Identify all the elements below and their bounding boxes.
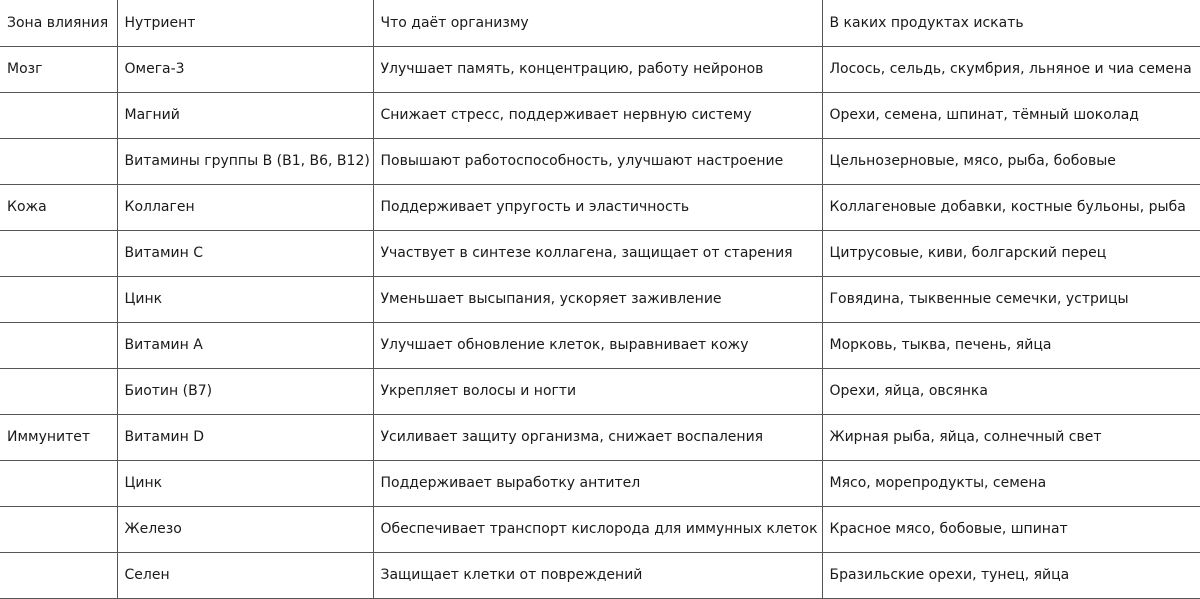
- table-row: [0, 92, 1200, 138]
- table-row: [0, 460, 1200, 506]
- nutrient-cell: Коллаген: [117, 184, 373, 230]
- nutrient-cell: Цинк: [117, 276, 373, 322]
- header-nutrient: Нутриент: [117, 0, 373, 46]
- benefit-cell: Повышают работоспособность, улучшают настроение: [373, 138, 822, 184]
- table-row: [0, 46, 1200, 92]
- zone-cell: Иммунитет: [0, 414, 117, 460]
- nutrient-cell: Витамин C: [117, 230, 373, 276]
- benefit-cell: Усиливает защиту организма, снижает воспаления: [373, 414, 822, 460]
- foods-cell: Цельнозерновые, мясо, рыба, бобовые: [822, 138, 1200, 184]
- nutrient-cell: Витамины группы B (B1, B6, B12): [117, 138, 373, 184]
- foods-cell: Жирная рыба, яйца, солнечный свет: [822, 414, 1200, 460]
- table-body: [0, 46, 1200, 598]
- zone-cell: [0, 460, 117, 506]
- benefit-cell: Укрепляет волосы и ногти: [373, 368, 822, 414]
- benefit-cell: Уменьшает высыпания, ускоряет заживление: [373, 276, 822, 322]
- foods-cell: Говядина, тыквенные семечки, устрицы: [822, 276, 1200, 322]
- table-header: [0, 0, 1200, 46]
- nutrient-cell: Железо: [117, 506, 373, 552]
- table-row: [0, 322, 1200, 368]
- zone-cell: Мозг: [0, 46, 117, 92]
- table-row: [0, 276, 1200, 322]
- nutrient-cell: Селен: [117, 552, 373, 598]
- benefit-cell: Участвует в синтезе коллагена, защищает от старения: [373, 230, 822, 276]
- nutrient-cell: Витамин A: [117, 322, 373, 368]
- nutrient-cell: Омега-3: [117, 46, 373, 92]
- foods-cell: Мясо, морепродукты, семена: [822, 460, 1200, 506]
- zone-cell: [0, 92, 117, 138]
- header-benefit: Что даёт организму: [373, 0, 822, 46]
- foods-cell: Бразильские орехи, тунец, яйца: [822, 552, 1200, 598]
- nutrient-cell: Магний: [117, 92, 373, 138]
- foods-cell: Красное мясо, бобовые, шпинат: [822, 506, 1200, 552]
- table-row: [0, 414, 1200, 460]
- foods-cell: Цитрусовые, киви, болгарский перец: [822, 230, 1200, 276]
- header-row: [0, 0, 1200, 46]
- nutrient-cell: Биотин (B7): [117, 368, 373, 414]
- table-row: [0, 368, 1200, 414]
- zone-cell: [0, 368, 117, 414]
- foods-cell: Орехи, яйца, овсянка: [822, 368, 1200, 414]
- benefit-cell: Поддерживает выработку антител: [373, 460, 822, 506]
- table-row: [0, 138, 1200, 184]
- zone-cell: [0, 552, 117, 598]
- table-row: [0, 184, 1200, 230]
- zone-cell: [0, 276, 117, 322]
- benefit-cell: Обеспечивает транспорт кислорода для иммунных клеток: [373, 506, 822, 552]
- table-row: [0, 552, 1200, 598]
- header-zone: Зона влияния: [0, 0, 117, 46]
- zone-cell: [0, 322, 117, 368]
- foods-cell: Орехи, семена, шпинат, тёмный шоколад: [822, 92, 1200, 138]
- zone-cell: [0, 230, 117, 276]
- benefit-cell: Защищает клетки от повреждений: [373, 552, 822, 598]
- foods-cell: Лосось, сельдь, скумбрия, льняное и чиа семена: [822, 46, 1200, 92]
- foods-cell: Морковь, тыква, печень, яйца: [822, 322, 1200, 368]
- table-row: [0, 230, 1200, 276]
- benefit-cell: Снижает стресс, поддерживает нервную систему: [373, 92, 822, 138]
- benefit-cell: Улучшает память, концентрацию, работу нейронов: [373, 46, 822, 92]
- benefit-cell: Поддерживает упругость и эластичность: [373, 184, 822, 230]
- header-foods: В каких продуктах искать: [822, 0, 1200, 46]
- foods-cell: Коллагеновые добавки, костные бульоны, рыба: [822, 184, 1200, 230]
- zone-cell: Кожа: [0, 184, 117, 230]
- nutrient-cell: Цинк: [117, 460, 373, 506]
- zone-cell: [0, 138, 117, 184]
- benefit-cell: Улучшает обновление клеток, выравнивает кожу: [373, 322, 822, 368]
- table-row: [0, 506, 1200, 552]
- nutrient-cell: Витамин D: [117, 414, 373, 460]
- zone-cell: [0, 506, 117, 552]
